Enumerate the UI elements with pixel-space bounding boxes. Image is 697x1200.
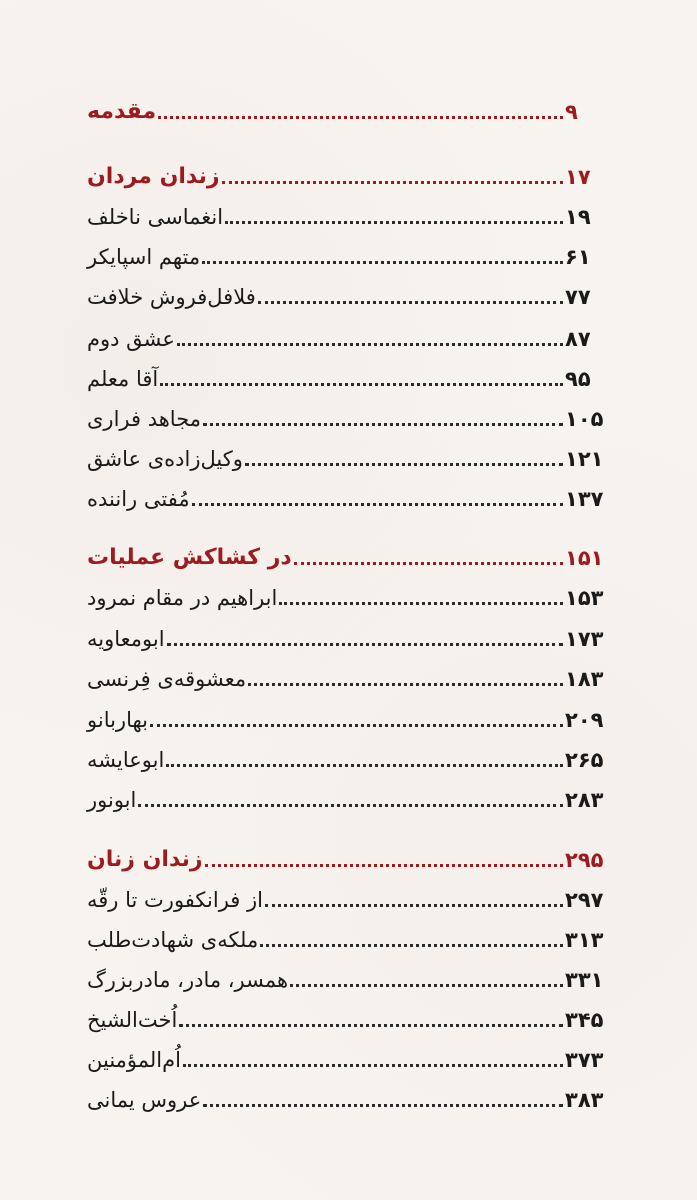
dot-leader <box>158 116 563 119</box>
toc-entry[interactable] <box>85 576 611 612</box>
dot-leader <box>258 301 563 304</box>
toc-entry-title: زندان مردان <box>87 164 220 189</box>
toc-entry-page: ۱۹ <box>565 205 591 229</box>
toc-entry-title: اُم‌المؤمنین <box>87 1048 181 1072</box>
dot-leader <box>248 683 563 686</box>
toc-entry-title: ابونور <box>87 788 137 812</box>
toc-entry-title: در کشاکش عملیات <box>87 545 292 570</box>
toc-entry-title: آقا معلم <box>87 367 159 391</box>
toc-entry-page: ۳۸۳ <box>565 1088 604 1112</box>
toc-entry-page: ۲۹۵ <box>565 848 604 872</box>
toc-entry-page: ۱۰۵ <box>565 407 604 431</box>
toc-entry[interactable] <box>85 317 611 353</box>
toc-entry-page: ۳۷۳ <box>565 1048 604 1072</box>
toc-entry-page: ۳۱۳ <box>565 928 604 952</box>
toc-entry-page: ۱۵۳ <box>565 586 604 610</box>
toc-entry[interactable] <box>85 357 611 393</box>
dot-leader <box>167 643 563 646</box>
dot-leader <box>192 503 563 506</box>
toc-entry-title: مُفتی راننده <box>87 487 190 511</box>
toc-entry[interactable] <box>85 617 611 653</box>
toc-entry-title: متهم اسپایکر <box>87 245 201 269</box>
dot-leader <box>290 984 563 987</box>
toc-entry-title: ابوعایشه <box>87 748 165 772</box>
toc-entry[interactable] <box>85 195 611 231</box>
toc-entry[interactable] <box>85 235 611 271</box>
dot-leader <box>202 261 563 264</box>
dot-leader <box>245 463 563 466</box>
dot-leader <box>203 423 563 426</box>
dot-leader <box>138 804 563 807</box>
toc-entry-page: ۳۳۱ <box>565 968 604 992</box>
toc-entry-title: وکیل‌زاده‌ی عاشق <box>87 447 243 471</box>
toc-entry-title: ابراهیم در مقام نمرود <box>87 586 278 610</box>
toc-entry[interactable] <box>85 1078 611 1114</box>
dot-leader <box>160 383 563 386</box>
toc-entry-introduction[interactable] <box>85 90 611 126</box>
toc-entry-title: زندان زنان <box>87 847 203 872</box>
toc-entry[interactable] <box>85 918 611 954</box>
toc-entry[interactable] <box>85 437 611 473</box>
toc-section-mens-prison[interactable] <box>85 155 611 191</box>
toc-entry[interactable] <box>85 275 611 311</box>
toc-entry[interactable] <box>85 738 611 774</box>
toc-entry-title: بهاربانو <box>87 708 149 732</box>
toc-entry-title: از فرانکفورت تا رقّه <box>87 888 263 912</box>
toc-entry-title: مجاهد فراری <box>87 407 202 431</box>
toc-entry-title: ملکه‌ی شهادت‌طلب <box>87 928 259 952</box>
dot-leader <box>294 562 563 565</box>
toc-entry-page: ۲۶۵ <box>565 748 604 772</box>
dot-leader <box>260 944 563 947</box>
toc-entry[interactable] <box>85 958 611 994</box>
toc-entry-page: ۳۴۵ <box>565 1008 604 1032</box>
toc-entry[interactable] <box>85 657 611 693</box>
toc-entry-page: ۶۱ <box>565 245 591 269</box>
toc-entry-page: ۱۷ <box>565 165 591 189</box>
toc-entry[interactable] <box>85 878 611 914</box>
toc-entry-title: عروس یمانی <box>87 1088 202 1112</box>
dot-leader <box>179 1024 563 1027</box>
toc-entry-page: ۱۸۳ <box>565 667 604 691</box>
toc-entry-page: ۲۸۳ <box>565 788 604 812</box>
toc-entry[interactable] <box>85 998 611 1034</box>
toc-entry-title: فلافل‌فروش خلافت <box>87 285 256 309</box>
toc-section-womens-prison[interactable] <box>85 838 611 874</box>
dot-leader <box>203 1104 563 1107</box>
toc-entry[interactable] <box>85 698 611 734</box>
toc-entry[interactable] <box>85 778 611 814</box>
dot-leader <box>279 602 563 605</box>
toc-entry-page: ۸۷ <box>565 327 591 351</box>
toc-entry-page: ۱۵۱ <box>565 546 604 570</box>
toc-entry[interactable] <box>85 1038 611 1074</box>
toc-entry-page: ۱۷۳ <box>565 627 604 651</box>
toc-entry-title: مقدمه <box>87 99 157 124</box>
toc-entry-title: ابومعاویه <box>87 627 165 651</box>
dot-leader <box>150 724 563 727</box>
dot-leader <box>225 221 563 224</box>
toc-entry-page: ۱۲۱ <box>565 447 604 471</box>
toc-entry-title: معشوقه‌ی فِرنسی <box>87 667 247 691</box>
toc-entry-page: ۲۰۹ <box>565 708 604 732</box>
toc-entry[interactable] <box>85 477 611 513</box>
toc-entry-title: عشق دوم <box>87 327 175 351</box>
dot-leader <box>177 343 563 346</box>
toc-entry-page: ۷۷ <box>565 285 591 309</box>
dot-leader <box>222 181 563 184</box>
toc-entry-page: ۹۵ <box>565 367 591 391</box>
toc-entry-page: ۲۹۷ <box>565 888 604 912</box>
toc-entry-title: همسر، مادر، مادربزرگ <box>87 968 289 992</box>
toc-entry-title: انغماسی ناخلف <box>87 205 224 229</box>
toc-entry-page: ۱۳۷ <box>565 487 604 511</box>
dot-leader <box>166 764 563 767</box>
toc-entry[interactable] <box>85 397 611 433</box>
toc-entry-title: اُخت‌الشیخ <box>87 1008 178 1032</box>
dot-leader <box>183 1064 563 1067</box>
toc-section-operations[interactable] <box>85 536 611 572</box>
toc-entry-page: ۹ <box>565 100 578 124</box>
dot-leader <box>265 904 563 907</box>
dot-leader <box>205 864 563 867</box>
